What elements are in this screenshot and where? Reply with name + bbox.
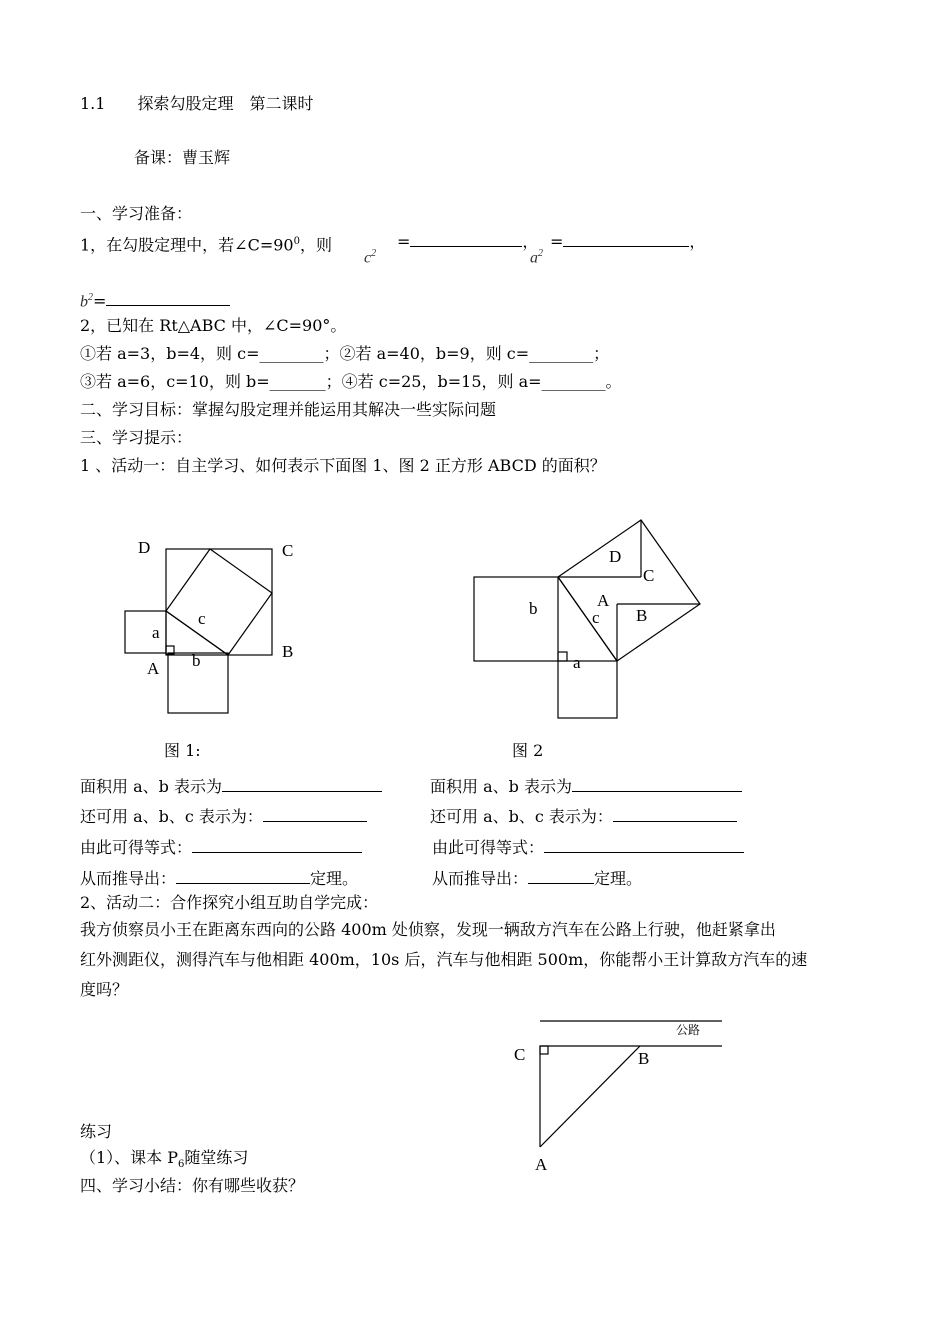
left-fill-label2: 还可用 a、b、c 表示为： bbox=[80, 807, 263, 826]
activity1-text: 1 、活动一：自主学习、如何表示下面图 1、图 2 正方形 ABCD 的面积？ bbox=[80, 456, 606, 475]
c-exponent: 2 bbox=[371, 248, 377, 259]
right-fill-line1 bbox=[430, 777, 742, 797]
left-fill-label4: 从而推导出： bbox=[80, 869, 177, 888]
fig1-hypotenuse-c bbox=[166, 611, 228, 655]
right-fill-line3 bbox=[432, 838, 744, 858]
left-fill-blank1[interactable] bbox=[222, 777, 382, 792]
left-fill-label1: 面积用 a、b 表示为 bbox=[80, 777, 222, 796]
right-fill-blank4[interactable] bbox=[528, 869, 594, 884]
practice-page-sub: 6 bbox=[178, 1159, 185, 1171]
practice-item bbox=[80, 1148, 248, 1175]
figure1-diagram bbox=[125, 549, 272, 713]
figure2-diagram bbox=[474, 520, 700, 718]
section3-heading: 三、学习提示： bbox=[80, 428, 193, 447]
fig3-hypotenuse-ab bbox=[540, 1046, 640, 1147]
right-fill-suffix4: 定理。 bbox=[594, 869, 643, 888]
fig3-label-B: B bbox=[638, 1049, 650, 1068]
section1-heading: 一、学习准备： bbox=[80, 204, 193, 223]
fig2-right-angle bbox=[558, 652, 567, 661]
b-exponent: 2 bbox=[88, 292, 93, 303]
activity2-para-line2: 红外测距仪，测得汽车与他相距 400m，10s 后，汽车与他相距 500m，你能帮小王计算敌方汽车的速 bbox=[80, 950, 808, 969]
fig1-label-D: D bbox=[138, 538, 151, 557]
fig2-label-C: C bbox=[643, 566, 655, 585]
fig2-label-D: D bbox=[609, 547, 622, 566]
fig2-square-c bbox=[558, 520, 700, 661]
right-fill-blank1[interactable] bbox=[572, 777, 742, 792]
activity2-para-line3: 度吗？ bbox=[80, 980, 129, 999]
right-fill-label1: 面积用 a、b 表示为 bbox=[430, 777, 572, 796]
fig2-label-B: B bbox=[636, 606, 648, 625]
fig1-label-a: a bbox=[152, 623, 160, 642]
right-fill-label4: 从而推导出： bbox=[432, 869, 529, 888]
fig2-label-c: c bbox=[592, 608, 600, 627]
question2: 2，已知在 Rt△ABC 中，∠C=90°。 bbox=[80, 316, 347, 335]
equals-sign: = bbox=[397, 232, 411, 251]
section4-summary: 四、学习小结：你有哪些收获？ bbox=[80, 1176, 305, 1195]
fig2-label-A: A bbox=[597, 591, 610, 610]
left-fill-line1 bbox=[80, 777, 382, 797]
figure1-caption: 图 1: bbox=[164, 741, 201, 760]
fig1-label-c: c bbox=[198, 609, 206, 628]
a-exponent: 2 bbox=[538, 248, 543, 259]
practice-item-prefix: （1）、课本 P bbox=[80, 1148, 179, 1167]
comma: ， bbox=[522, 232, 539, 251]
fig2-label-b: b bbox=[529, 599, 538, 618]
right-fill-label3: 由此可得等式： bbox=[432, 838, 545, 857]
fig2-label-a: a bbox=[573, 653, 581, 672]
b-symbol: b bbox=[80, 293, 88, 311]
figure2-caption: 图 2 bbox=[512, 741, 544, 760]
right-fill-blank3[interactable] bbox=[544, 838, 744, 853]
fig1-label-b: b bbox=[192, 651, 201, 670]
right-fill-line4 bbox=[432, 869, 642, 889]
practice-heading: 练习 bbox=[80, 1122, 113, 1141]
author-line: 备课：曹玉辉 bbox=[134, 148, 231, 167]
fig2-square-a bbox=[558, 661, 617, 718]
fig1-small-square-a bbox=[125, 611, 166, 653]
section2-objective: 二、学习目标：掌握勾股定理并能运用其解决一些实际问题 bbox=[80, 400, 497, 419]
question2-part1: ①若 a=3，b=4，则 c=________；②若 a=40，b=9，则 c=________； bbox=[80, 344, 610, 363]
right-fill-line2 bbox=[430, 807, 737, 827]
fig3-label-A: A bbox=[535, 1155, 548, 1174]
question2-part2: ③若 a=6，c=10，则 b=_______；④若 c=25，b=15，则 a=________。 bbox=[80, 372, 622, 391]
a-symbol: a bbox=[530, 249, 538, 267]
doc-title: 1.1 探索勾股定理 第二课时 bbox=[80, 94, 314, 113]
fig1-label-B: B bbox=[282, 642, 294, 661]
fig1-outer-square bbox=[166, 549, 272, 655]
question1-text: 1，在勾股定理中，若∠C=90 bbox=[80, 235, 294, 255]
fig1-inner-square bbox=[166, 549, 272, 655]
c-symbol: c bbox=[364, 249, 372, 267]
figure3-diagram bbox=[540, 1021, 722, 1147]
left-fill-line2 bbox=[80, 807, 367, 827]
left-fill-blank2[interactable] bbox=[263, 807, 367, 822]
left-fill-suffix4: 定理。 bbox=[310, 869, 359, 888]
fig2-square-b bbox=[474, 577, 558, 661]
fig2-hypotenuse bbox=[558, 577, 617, 661]
left-fill-blank3[interactable] bbox=[192, 838, 362, 853]
question1-then: ，则 bbox=[299, 235, 332, 255]
degree-sup: 0 bbox=[293, 236, 300, 247]
fig3-right-angle bbox=[540, 1046, 548, 1054]
fig3-road-label: 公路 bbox=[676, 1023, 701, 1037]
activity2-heading: 2、活动二：合作探究小组互助自学完成： bbox=[80, 893, 379, 912]
equals-sign: = bbox=[93, 291, 107, 311]
left-fill-label3: 由此可得等式： bbox=[80, 838, 193, 857]
equals-sign: = bbox=[550, 232, 564, 251]
activity2-para-line1: 我方侦察员小王在距离东西向的公路 400m 处侦察，发现一辆敌方汽车在公路上行驶，他赶紧拿出 bbox=[80, 920, 776, 939]
right-fill-label2: 还可用 a、b、c 表示为： bbox=[430, 807, 613, 826]
right-fill-blank2[interactable] bbox=[613, 807, 737, 822]
fig1-label-C: C bbox=[282, 541, 294, 560]
fig3-label-C: C bbox=[514, 1045, 526, 1064]
fig1-label-A: A bbox=[147, 659, 160, 678]
left-fill-blank4[interactable] bbox=[176, 869, 310, 884]
practice-item-suffix: 随堂练习 bbox=[184, 1148, 249, 1167]
comma: ， bbox=[689, 232, 706, 251]
left-fill-line3 bbox=[80, 838, 362, 858]
left-fill-line4 bbox=[80, 869, 358, 889]
